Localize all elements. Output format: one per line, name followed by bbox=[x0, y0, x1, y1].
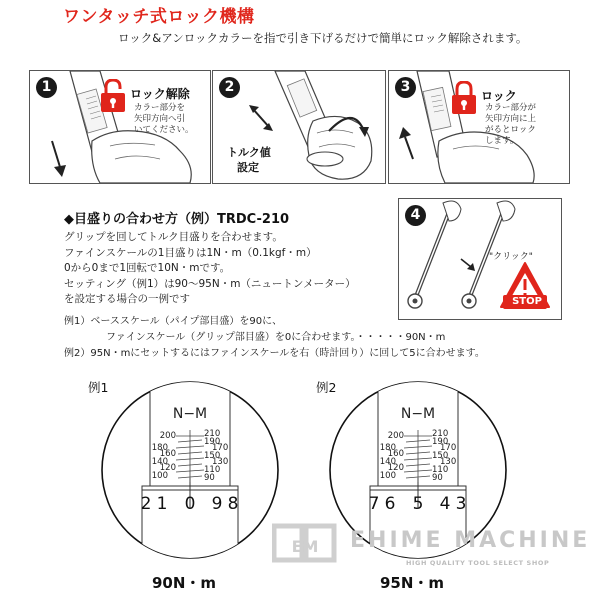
step-2-badge: 2 bbox=[219, 77, 240, 98]
step-3-desc-line: カラー部分が bbox=[485, 103, 537, 113]
brand-tagline: HIGH QUALITY TOOL SELECT SHOP bbox=[406, 559, 550, 567]
step-1-desc-line: 矢印方向へ引 bbox=[134, 114, 186, 124]
fine-scale-digit: 0 bbox=[184, 494, 196, 514]
step-2-label-line: 設定 bbox=[237, 161, 259, 174]
scale-tick-label: 140 bbox=[151, 457, 168, 467]
scale-tick-label: 150 bbox=[432, 451, 449, 461]
section-line: グリップを回してトルク目盛りを合わせます。 bbox=[64, 231, 283, 243]
brand-name: EHIME MACHINE bbox=[350, 528, 591, 553]
scale-tick-label: 210 bbox=[204, 429, 221, 439]
step-1-panel bbox=[29, 70, 211, 184]
section-heading: ◆目盛りの合わせ方（例）TRDC-210 bbox=[64, 212, 290, 227]
page-title: ワンタッチ式ロック機構 bbox=[63, 7, 255, 27]
step-2-label-line: トルク値 bbox=[227, 146, 271, 159]
scale-tick-label: 190 bbox=[432, 437, 449, 447]
example-1-line-1: 例1）ベーススケール（パイプ部目盛）を90に、 bbox=[64, 316, 283, 327]
scale-tick-label: 180 bbox=[151, 443, 168, 453]
brand-logo-text: EM bbox=[291, 537, 319, 556]
fine-scale-digit: 2 bbox=[140, 494, 152, 514]
step-1-desc bbox=[134, 103, 194, 136]
result-value-2: 95N・m bbox=[380, 574, 445, 592]
scale-tick-label: 160 bbox=[159, 449, 176, 459]
click-text: "クリック" bbox=[489, 252, 533, 262]
scale-tick-label: 110 bbox=[432, 465, 449, 475]
step-4-badge: 4 bbox=[405, 205, 426, 226]
scale-tick-label: 210 bbox=[432, 429, 449, 439]
scale-tick-label: 200 bbox=[159, 431, 176, 441]
unit-label: N−M bbox=[400, 406, 436, 422]
scale-tick-label: 130 bbox=[212, 457, 229, 467]
scale-tick-label: 200 bbox=[387, 431, 404, 441]
unit-label: N−M bbox=[172, 406, 208, 422]
scale-diagram-1 bbox=[90, 370, 290, 570]
scale-tick-label: 130 bbox=[440, 457, 457, 467]
step-3-desc-line: 矢印方向に上 bbox=[485, 114, 537, 124]
step-1-desc-line: いてください。 bbox=[134, 125, 194, 135]
stop-text: STOP bbox=[512, 296, 542, 307]
step-3-label: ロック bbox=[481, 89, 517, 103]
scale-tick-label: 120 bbox=[387, 463, 404, 473]
unlock-icon bbox=[100, 79, 126, 113]
scale-tick-label: 90 bbox=[432, 473, 443, 483]
step-4-panel bbox=[398, 198, 562, 320]
step-3-desc-line: がるとロック bbox=[485, 125, 536, 135]
scale-tick-label: 100 bbox=[151, 471, 168, 481]
fine-scale-digit: 3 bbox=[455, 494, 467, 514]
fine-scale-digit: 9 bbox=[211, 494, 223, 514]
scale-tick-label: 90 bbox=[204, 473, 215, 483]
result-value-1: 90N・m bbox=[152, 574, 217, 592]
step-1-badge: 1 bbox=[36, 77, 57, 98]
scale-tick-label: 110 bbox=[204, 465, 221, 475]
fine-scale-digit: 7 bbox=[368, 494, 380, 514]
scale-tick-label: 190 bbox=[204, 437, 221, 447]
step-3-desc-line: します。 bbox=[485, 136, 519, 146]
scale-tick-label: 170 bbox=[212, 443, 229, 453]
scale-tick-label: 170 bbox=[440, 443, 457, 453]
scale-tick-label: 120 bbox=[159, 463, 176, 473]
fine-scale-digit: 8 bbox=[227, 494, 239, 514]
step-3-desc bbox=[485, 103, 536, 147]
scale-tick-label: 160 bbox=[387, 449, 404, 459]
page-subtitle: ロック&アンロックカラーを指で引き下げるだけで簡単にロック解除されます。 bbox=[118, 31, 528, 45]
step-2-label bbox=[227, 145, 271, 175]
fine-scale-digit: 4 bbox=[439, 494, 451, 514]
fine-scale-digit: 1 bbox=[156, 494, 168, 514]
section-line: ファインスケールの1目盛りは1N・m（0.1kgf・m） bbox=[64, 246, 317, 259]
section-body bbox=[64, 230, 356, 308]
section-line: セッティング（例1）は90〜95N・m（ニュートンメーター） bbox=[64, 277, 356, 290]
section-line: を設定する場合の一例です bbox=[64, 293, 190, 305]
scale-tick-label: 180 bbox=[379, 443, 396, 453]
fine-scale-digit: 5 bbox=[412, 494, 424, 514]
example-1-line-2: ファインスケール（グリップ部目盛）を0に合わせます。・・・・・90N・m bbox=[106, 332, 446, 343]
brand-logo bbox=[272, 522, 338, 566]
step-2-panel bbox=[212, 70, 386, 184]
wrench-lock-illustration bbox=[389, 71, 569, 183]
example-2-line: 例2）95N・mにセットするにはファインスケールを右（時計回り）に回して5に合わせます。 bbox=[64, 348, 485, 359]
step-3-panel bbox=[388, 70, 570, 184]
step-1-desc-line: カラー部分を bbox=[134, 103, 186, 113]
fine-scale-digit: 6 bbox=[384, 494, 396, 514]
scale-tick-label: 100 bbox=[379, 471, 396, 481]
scale-tick-label: 140 bbox=[379, 457, 396, 467]
step-3-badge: 3 bbox=[395, 77, 416, 98]
lock-icon bbox=[451, 81, 477, 115]
example-1-label: 例1 bbox=[88, 380, 109, 395]
scale-tick-label: 150 bbox=[204, 451, 221, 461]
example-2-label: 例2 bbox=[316, 380, 337, 395]
section-line: 0から0まで1回転で10N・mです。 bbox=[64, 262, 231, 274]
step-1-label: ロック解除 bbox=[130, 87, 190, 101]
